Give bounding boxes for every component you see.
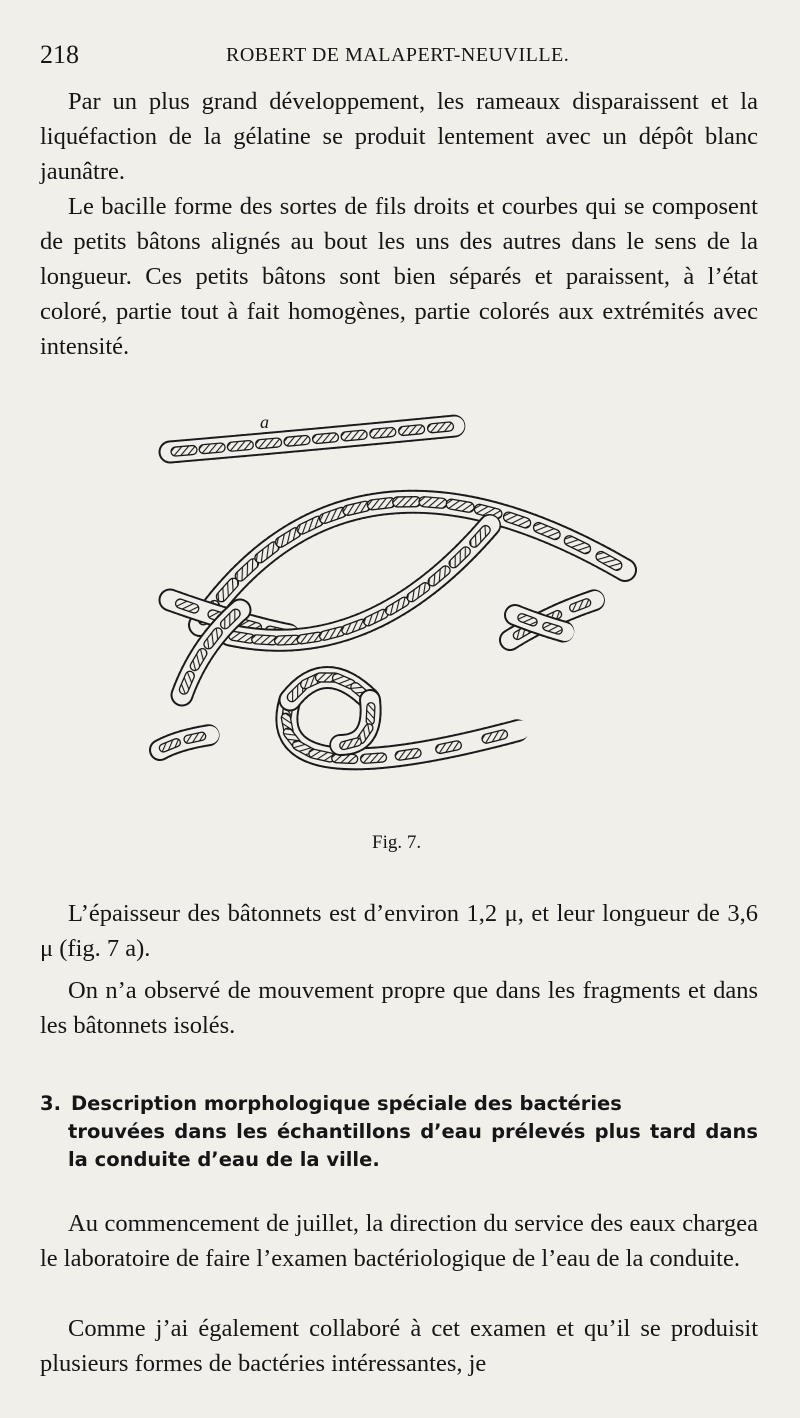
figure-7 (140, 400, 660, 820)
paragraph-july-examination: Au commencement de juillet, la direction du service des eaux chargea le laboratoire de faire l’examen bactériologique de l’eau de la conduite. (40, 1210, 758, 1272)
bacillus-rod (360, 753, 387, 764)
bacillus-rod (419, 496, 448, 508)
spiral-inner-b (339, 700, 375, 750)
bacillus-rod (341, 430, 368, 441)
paragraph-collaboration: Comme j’ai également collaboré à cet examen et qu’il se produisit plusieurs formes de bactéries intéressantes, je (40, 1315, 758, 1377)
bacillus-rod (284, 435, 311, 446)
section-heading (40, 1090, 758, 1174)
straight-chain (170, 422, 455, 457)
section-number: 3. (40, 1092, 61, 1115)
paragraph-movement: On n’a observé de mouvement propre que dans les fragments et dans les bâtonnets isolés. (40, 977, 758, 1039)
running-title: ROBERT DE MALAPERT-NEUVILLE. (226, 44, 570, 66)
figure-label: a (260, 412, 269, 432)
bacillus-rod (199, 443, 226, 454)
bacillus-rod (227, 440, 254, 451)
bacillus-rod (393, 497, 421, 507)
bacillus-rod (255, 438, 282, 449)
page-header (40, 40, 760, 76)
paragraph-thickness: L’épaisseur des bâtonnets est d’environ 1,2 μ, et leur longueur de 3,6 μ (fig. 7 a). (40, 900, 758, 962)
section-title-first: Description morphologique spéciale des bactéries (70, 1092, 622, 1115)
bacillus-rod (366, 703, 375, 725)
bacilli-chains-drawing (140, 400, 660, 820)
bacillus-rod (398, 424, 425, 435)
paragraph-bacillus-threads: Le bacille forme des sortes de fils droits et courbes qui se composent de petits bâtons alignés au bout les uns des autres dans le sens de la longueur. Ces petits bâtons sont bien séparés et paraissent, à l’état coloré, partie tout à fait homogènes, partie colorés aux extrémités avec intensité. (40, 193, 758, 360)
page-number: 218 (40, 40, 79, 69)
spiral-outer (281, 696, 520, 764)
bacillus-rod (369, 427, 396, 438)
bacillus-rod (171, 445, 198, 456)
figure-caption: Fig. 7. (372, 832, 422, 853)
bacillus-rod (312, 433, 339, 444)
isolated-rods (158, 732, 210, 754)
section-title-rest: trouvées dans les échantillons d’eau prélevés plus tard dans la conduite d’eau de la ville. (68, 1120, 758, 1171)
bacillus-rod (427, 422, 454, 433)
paragraph-liquefaction: Par un plus grand développement, les rameaux disparaissent et la liquéfaction de la gélatine se produit lentement avec un dépôt blanc jaunâtre. (40, 88, 758, 185)
